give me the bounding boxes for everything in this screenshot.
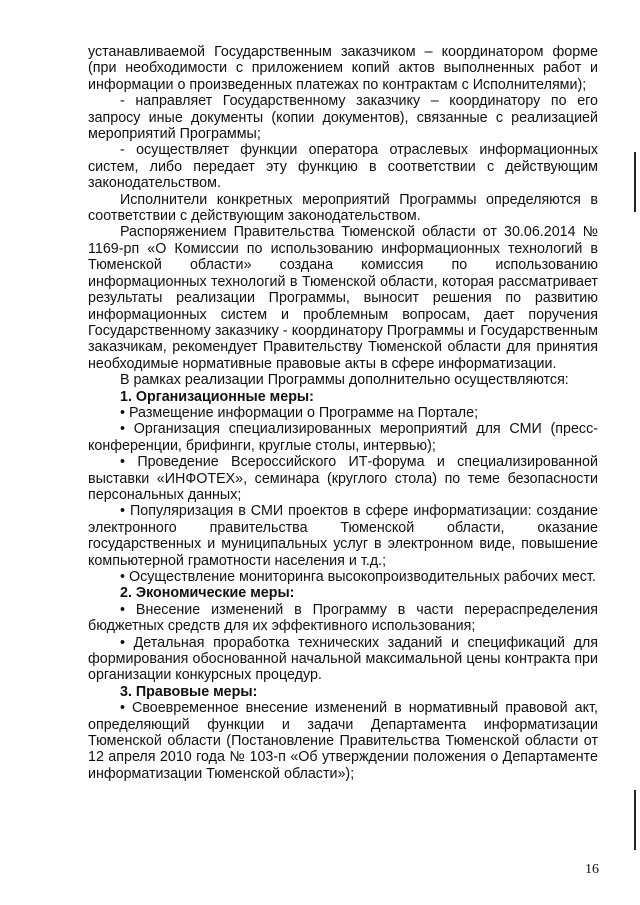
paragraph: • Организация специализированных мероприятий для СМИ (пресс-конференции, брифинги, круглые столы, интервью);: [88, 421, 598, 454]
paragraph: - направляет Государственному заказчику – координатору по его запросу иные документы (копии документов), связанные с реализацией мероприятий Программы;: [88, 93, 598, 143]
scan-edge-mark: [634, 790, 636, 850]
section-heading: 1. Организационные меры:: [120, 388, 314, 405]
paragraph: Распоряжением Правительства Тюменской области от 30.06.2014 № 1169-рп «О Комиссии по использованию информационных технологий в Тюменской области» создана комиссия по использованию информационных технологий в Тюменской области, которая рассматривает результаты реализации Программы, выносит решения по развитию информационных систем и проблемным вопросам, дает поручения Государственному заказчику - координатору Программы и Государственным заказчикам, рекомендует Правительству Тюменской области для принятия необходимые нормативные правовые акты в сфере информатизации.: [88, 224, 598, 372]
paragraph: • Размещение информации о Программе на Портале;: [120, 404, 479, 421]
paragraph: • Своевременное внесение изменений в нормативный правовой акт, определяющий функции и задачи Департамента информатизации Тюменской области (Постановление Правительства Тюменской области от 12 апреля 2010 года № 103-п «Об утверждении положения о Департаменте информатизации Тюменской области»);: [88, 700, 598, 782]
paragraph: • Детальная проработка технических заданий и спецификаций для формирования обоснованной начальной максимальной цены контракта при организации конкурсных процедур.: [88, 634, 598, 684]
paragraph: • Внесение изменений в Программу в части перераспределения бюджетных средств для их эффективного использования;: [88, 601, 598, 635]
paragraph: • Осуществление мониторинга высокопроизводительных рабочих мест.: [120, 569, 596, 585]
paragraph: • Популяризация в СМИ проектов в сфере информатизации: создание электронного правительства Тюменской области, оказание государственных и муниципальных услуг в электронном виде, повышение компьютерной грамотности населения и т.д.;: [88, 503, 598, 569]
paragraph: • Проведение Всероссийского ИТ-форума и специализированной выставки «ИНФОТЕХ», семинара (круглого стола) по теме безопасности персональных данных;: [88, 454, 598, 503]
section-heading: 2. Экономические меры:: [120, 585, 295, 602]
document-body: [88, 44, 598, 782]
paragraph: устанавливаемой Государственным заказчиком – координатором форме (при необходимости с приложением копий актов выполненных работ и информации о произведенных платежах по контрактам с Исполнителями);: [88, 44, 598, 93]
page-number: 16: [585, 862, 599, 877]
paragraph: В рамках реализации Программы дополнительно осуществляются:: [120, 372, 569, 389]
section-heading: 3. Правовые меры:: [120, 683, 258, 700]
paragraph: Исполнители конкретных мероприятий Программы определяются в соответствии с действующим законодательством.: [88, 191, 598, 225]
scan-edge-mark: [634, 152, 636, 212]
paragraph: - осуществляет функции оператора отраслевых информационных систем, либо передает эту функцию в соответствии с действующим законодательством.: [88, 142, 598, 192]
